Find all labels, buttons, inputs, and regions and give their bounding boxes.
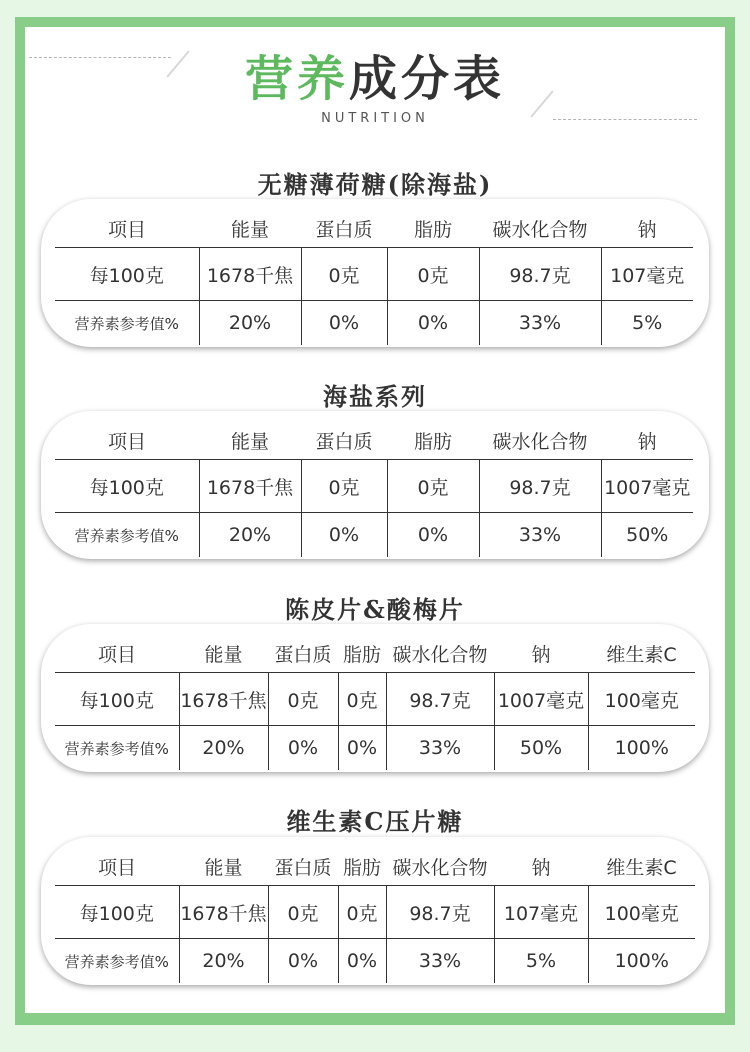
table-cell: 33% bbox=[479, 513, 601, 558]
table-cell: 0克 bbox=[301, 460, 387, 513]
table-cell: 0克 bbox=[338, 673, 386, 726]
table-cell: 0克 bbox=[387, 248, 479, 301]
table-row bbox=[55, 301, 693, 346]
page-title bbox=[25, 49, 725, 109]
table-cell: 每100克 bbox=[55, 248, 199, 301]
table-cell: 1678千焦 bbox=[179, 886, 268, 939]
table-cell: 0% bbox=[301, 301, 387, 346]
page-frame bbox=[15, 17, 735, 1025]
table-cell: 每100克 bbox=[55, 460, 199, 513]
table-cell: 0% bbox=[268, 939, 338, 984]
table-cell: 20% bbox=[199, 513, 301, 558]
column-header: 碳水化合物 bbox=[386, 847, 494, 886]
column-header: 碳水化合物 bbox=[479, 421, 601, 460]
nutrition-table-sea-salt bbox=[55, 421, 693, 557]
table-row bbox=[55, 673, 695, 726]
column-header: 项目 bbox=[55, 421, 199, 460]
content-panel bbox=[25, 27, 725, 1013]
table-cell: 营养素参考值% bbox=[64, 739, 169, 758]
table-cell: 100毫克 bbox=[588, 673, 695, 726]
column-header: 项目 bbox=[55, 634, 179, 673]
table-cell: 1678千焦 bbox=[179, 673, 268, 726]
page-title-dark: 成分表 bbox=[349, 51, 506, 107]
table-cell: 33% bbox=[386, 939, 494, 984]
table-cell: 0克 bbox=[268, 673, 338, 726]
table-cell: 1678千焦 bbox=[199, 460, 301, 513]
table-cell: 营养素参考值% bbox=[74, 526, 179, 545]
table-cell: 0% bbox=[387, 301, 479, 346]
table-cell: 5% bbox=[494, 939, 588, 984]
table-cell: 98.7克 bbox=[386, 886, 494, 939]
column-header: 蛋白质 bbox=[301, 421, 387, 460]
table-cell: 20% bbox=[179, 939, 268, 984]
column-header: 蛋白质 bbox=[268, 847, 338, 886]
table-cell: 50% bbox=[494, 726, 588, 771]
page-header bbox=[25, 49, 725, 126]
column-header: 能量 bbox=[199, 209, 301, 248]
column-header: 钠 bbox=[494, 847, 588, 886]
nutrition-table-vitamin-c bbox=[55, 847, 695, 983]
section-title-vitamin-c: 维生素C压片糖 bbox=[286, 807, 464, 836]
column-header: 碳水化合物 bbox=[479, 209, 601, 248]
table-cell: 100毫克 bbox=[588, 886, 695, 939]
column-header: 蛋白质 bbox=[268, 634, 338, 673]
nutrition-table-mint bbox=[55, 209, 693, 345]
column-header: 能量 bbox=[179, 847, 268, 886]
table-cell: 33% bbox=[479, 301, 601, 346]
column-header: 项目 bbox=[55, 209, 199, 248]
column-header: 能量 bbox=[179, 634, 268, 673]
table-cell: 0克 bbox=[301, 248, 387, 301]
table-cell: 0% bbox=[301, 513, 387, 558]
table-cell: 98.7克 bbox=[479, 248, 601, 301]
table-cell: 33% bbox=[386, 726, 494, 771]
table-cell: 每100克 bbox=[55, 886, 179, 939]
table-cell: 0% bbox=[268, 726, 338, 771]
table-row bbox=[55, 886, 695, 939]
column-header: 脂肪 bbox=[338, 634, 386, 673]
table-cell: 1007毫克 bbox=[494, 673, 588, 726]
table-cell: 0% bbox=[338, 726, 386, 771]
column-header: 脂肪 bbox=[338, 847, 386, 886]
table-cell: 0克 bbox=[338, 886, 386, 939]
table-cell: 107毫克 bbox=[601, 248, 693, 301]
table-cell: 0克 bbox=[268, 886, 338, 939]
table-cell: 50% bbox=[601, 513, 693, 558]
table-cell: 100% bbox=[588, 939, 695, 984]
table-cell: 0% bbox=[387, 513, 479, 558]
table-row bbox=[55, 939, 695, 984]
table-row bbox=[55, 726, 695, 771]
column-header: 钠 bbox=[601, 421, 693, 460]
nutrition-card-sea-salt bbox=[41, 411, 709, 559]
table-cell: 1007毫克 bbox=[601, 460, 693, 513]
table-cell: 1678千焦 bbox=[199, 248, 301, 301]
column-header: 脂肪 bbox=[387, 209, 479, 248]
table-row bbox=[55, 248, 693, 301]
column-header: 脂肪 bbox=[387, 421, 479, 460]
table-cell: 营养素参考值% bbox=[74, 314, 179, 333]
column-header: 蛋白质 bbox=[301, 209, 387, 248]
table-cell: 5% bbox=[601, 301, 693, 346]
column-header: 钠 bbox=[494, 634, 588, 673]
column-header: 项目 bbox=[55, 847, 179, 886]
table-header-row bbox=[55, 421, 693, 460]
section-title-sea-salt: 海盐系列 bbox=[323, 382, 427, 411]
table-row bbox=[55, 513, 693, 558]
table-cell: 100% bbox=[588, 726, 695, 771]
table-cell: 20% bbox=[179, 726, 268, 771]
table-header-row bbox=[55, 209, 693, 248]
table-cell: 98.7克 bbox=[386, 673, 494, 726]
nutrition-card-vitamin-c bbox=[41, 837, 709, 985]
page-subtitle: NUTRITION bbox=[321, 111, 429, 126]
nutrition-table-citrus-plum bbox=[55, 634, 695, 770]
column-header: 维生素C bbox=[588, 634, 695, 673]
section-title-citrus-plum: 陈皮片&酸梅片 bbox=[285, 595, 465, 624]
page-title-green: 营养 bbox=[244, 51, 349, 107]
table-header-row bbox=[55, 847, 695, 886]
table-cell: 营养素参考值% bbox=[64, 952, 169, 971]
nutrition-card-citrus-plum bbox=[41, 624, 709, 772]
column-header: 钠 bbox=[601, 209, 693, 248]
table-header-row bbox=[55, 634, 695, 673]
table-cell: 20% bbox=[199, 301, 301, 346]
table-cell: 0克 bbox=[387, 460, 479, 513]
table-cell: 每100克 bbox=[55, 673, 179, 726]
table-row bbox=[55, 460, 693, 513]
section-title-mint: 无糖薄荷糖(除海盐) bbox=[257, 170, 493, 199]
column-header: 能量 bbox=[199, 421, 301, 460]
nutrition-card-mint bbox=[41, 199, 709, 347]
table-cell: 0% bbox=[338, 939, 386, 984]
column-header: 维生素C bbox=[588, 847, 695, 886]
column-header: 碳水化合物 bbox=[386, 634, 494, 673]
table-cell: 98.7克 bbox=[479, 460, 601, 513]
table-cell: 107毫克 bbox=[494, 886, 588, 939]
